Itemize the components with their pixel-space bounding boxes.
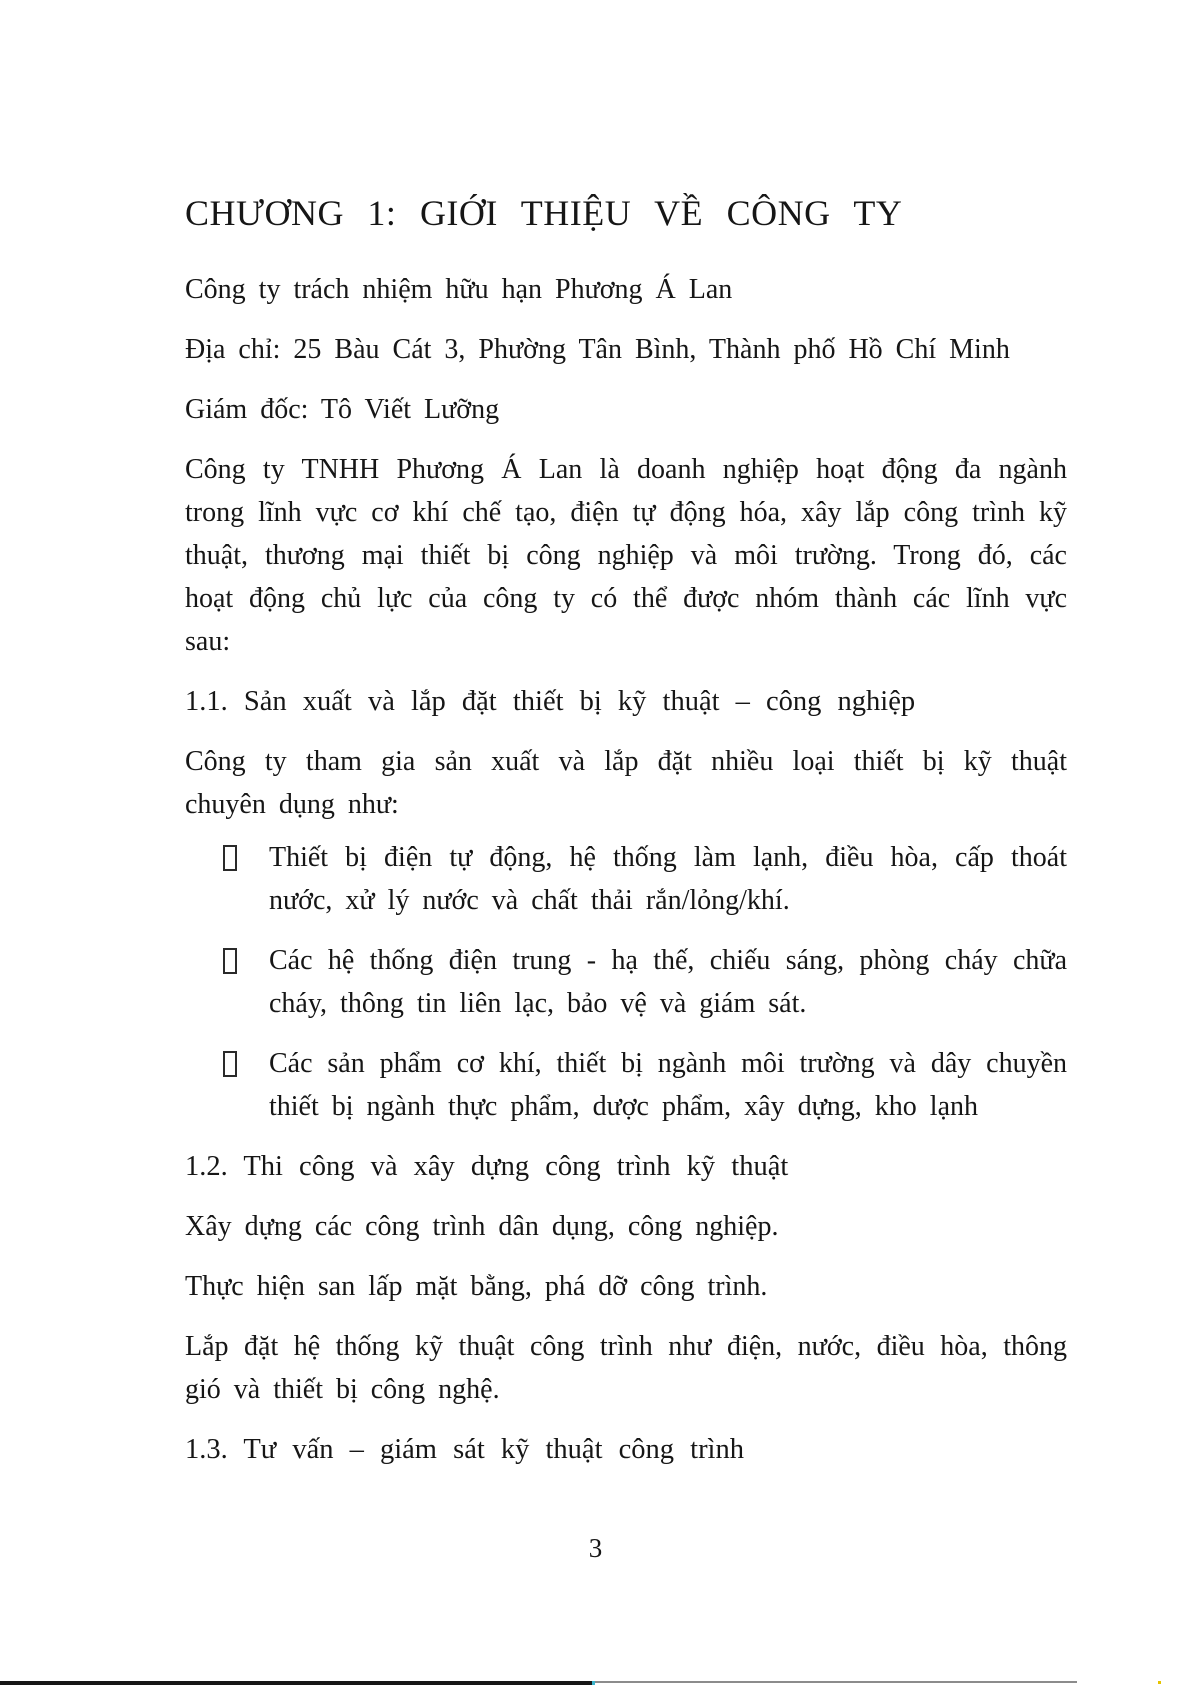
bottom-progress-bar[interactable] [0, 1680, 1191, 1685]
missing-glyph-bullet-icon [223, 948, 237, 974]
section-1-2-paragraph-1: Xây dựng các công trình dân dụng, công nghiệp. [185, 1211, 779, 1242]
section-1-2-heading: 1.2. Thi công và xây dựng công trình kỹ thuật [185, 1151, 789, 1182]
section-1-2-paragraph-3: Lắp đặt hệ thống kỹ thuật công trình như điện, nước, điều hòa, thông gió và thiết bị công nghệ. [185, 1331, 1067, 1405]
list-item [223, 836, 1067, 922]
bullet-list [185, 836, 1067, 1128]
section-1-3-heading: 1.3. Tư vấn – giám sát kỹ thuật công trình [185, 1434, 744, 1465]
missing-glyph-bullet-icon [223, 1051, 237, 1077]
bullet-item-text: Các sản phẩm cơ khí, thiết bị ngành môi trường và dây chuyền thiết bị ngành thực phẩm, dược phẩm, xây dựng, kho lạnh [269, 1048, 1067, 1122]
page-number: 3 [588, 1533, 603, 1563]
section-1-1-lead: Công ty tham gia sản xuất và lắp đặt nhiều loại thiết bị kỹ thuật chuyên dụng như: [185, 746, 1067, 820]
bullet-item-text: Các hệ thống điện trung - hạ thế, chiếu sáng, phòng cháy chữa cháy, thông tin liên lạc, bảo vệ và giám sát. [269, 945, 1067, 1019]
artifact-dot [1158, 1681, 1161, 1684]
missing-glyph-bullet-icon [223, 845, 237, 871]
progress-bar-filled-segment[interactable] [0, 1681, 592, 1685]
chapter-title: CHƯƠNG 1: GIỚI THIỆU VỀ CÔNG TY [185, 193, 903, 233]
section-1-2-paragraph-2: Thực hiện san lấp mặt bằng, phá dỡ công trình. [185, 1271, 768, 1302]
bullet-item-text: Thiết bị điện tự động, hệ thống làm lạnh, điều hòa, cấp thoát nước, xử lý nước và chất thải rắn/lỏng/khí. [269, 842, 1067, 916]
address-line: Địa chỉ: 25 Bàu Cát 3, Phường Tân Bình, Thành phố Hồ Chí Minh [185, 334, 1010, 365]
list-item [223, 939, 1067, 1025]
section-1-1-heading: 1.1. Sản xuất và lắp đặt thiết bị kỹ thuật – công nghiệp [185, 686, 916, 717]
intro-paragraph: Công ty TNHH Phương Á Lan là doanh nghiệp hoạt động đa ngành trong lĩnh vực cơ khí chế tạo, điện tự động hóa, xây lắp công trình kỹ thuật, thương mại thiết bị công nghiệp và môi trường. Trong đó, các hoạt động chủ lực của công ty có thể được nhóm thành các lĩnh vực sau: [185, 454, 1067, 657]
company-name-line: Công ty trách nhiệm hữu hạn Phương Á Lan [185, 274, 733, 305]
progress-bar-remaining-segment[interactable] [595, 1681, 1077, 1683]
document-content [185, 0, 1067, 1488]
director-line: Giám đốc: Tô Viết Lưỡng [185, 394, 500, 425]
list-item [223, 1042, 1067, 1128]
